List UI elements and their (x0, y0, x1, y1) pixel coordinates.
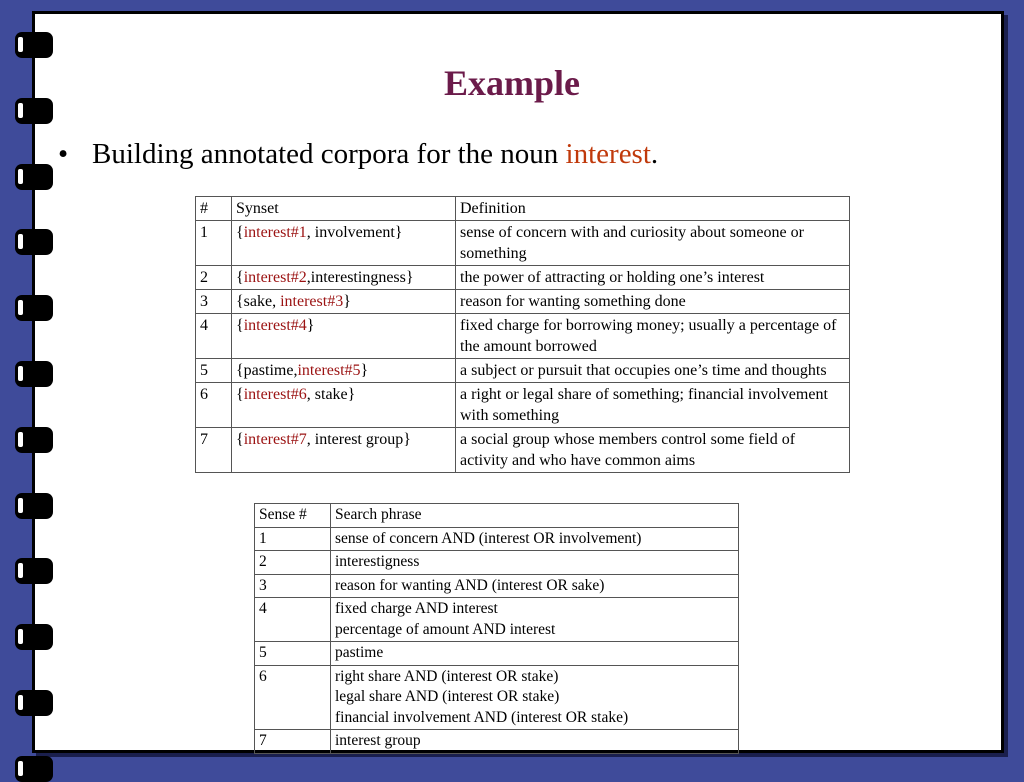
synset-sense-key: interest#1 (243, 224, 307, 241)
synset-suffix: } (343, 293, 351, 310)
bullet-end: . (650, 138, 659, 170)
search-phrase: financial involvement AND (interest OR stake) (335, 708, 629, 726)
binder-ring-icon (15, 427, 53, 453)
search-phrase: legal share AND (interest OR stake) (335, 688, 560, 705)
header-number: # (196, 197, 232, 221)
table-row (255, 665, 739, 730)
table-row (196, 290, 850, 314)
search-phrase-table (254, 503, 739, 754)
search-phrase-cell (331, 551, 739, 575)
synset-prefix: { (236, 431, 244, 448)
search-phrase: interest group (335, 732, 421, 749)
synset-sense-key: interest#6 (243, 386, 307, 403)
synset-suffix: , interest group} (306, 431, 411, 448)
row-number: 2 (196, 266, 232, 290)
table-row (196, 428, 850, 473)
definition-cell: fixed charge for borrowing money; usually a percentage of the amount borrowed (456, 314, 850, 359)
definition-cell: sense of concern with and curiosity about someone or something (456, 221, 850, 266)
synset-prefix: { (236, 317, 244, 334)
row-number: 1 (196, 221, 232, 266)
sense-number: 5 (255, 642, 331, 666)
search-phrase: right share AND (interest OR stake) (335, 667, 559, 685)
table-row (255, 551, 739, 575)
search-phrase: interestigness (335, 553, 420, 570)
table-row (196, 221, 850, 266)
search-phrase-cell (331, 642, 739, 666)
row-number: 7 (196, 428, 232, 473)
search-table-header (255, 504, 739, 528)
search-phrase: percentage of amount AND interest (335, 620, 556, 638)
table-row (255, 527, 739, 551)
search-phrase: pastime (335, 644, 384, 661)
bullet-point (58, 138, 658, 171)
search-phrase: reason for wanting AND (interest OR sake) (335, 576, 605, 594)
row-number: 3 (196, 290, 232, 314)
row-number: 4 (196, 314, 232, 359)
synset-table (195, 196, 850, 473)
header-synset: Synset (232, 197, 456, 221)
sense-number: 4 (255, 598, 331, 642)
sense-number: 1 (255, 527, 331, 551)
synset-suffix: ,interestingness} (306, 269, 414, 286)
header-definition: Definition (456, 197, 850, 221)
search-phrase-cell (331, 730, 739, 754)
binder-ring-icon (15, 493, 53, 519)
binder-ring-icon (15, 295, 53, 321)
search-phrase-cell (331, 527, 739, 551)
row-number: 6 (196, 383, 232, 428)
definition-cell: reason for wanting something done (456, 290, 850, 314)
table-row (196, 266, 850, 290)
synset-cell (232, 314, 456, 359)
synset-sense-key: interest#3 (280, 293, 344, 310)
binder-ring-icon (15, 229, 53, 255)
search-phrase: sense of concern AND (interest OR involvement) (335, 529, 642, 547)
synset-sense-key: interest#2 (243, 269, 307, 286)
binder-ring-icon (15, 756, 53, 782)
binder-ring-icon (15, 690, 53, 716)
synset-sense-key: interest#5 (297, 362, 361, 379)
synset-cell (232, 359, 456, 383)
table-row (196, 383, 850, 428)
definition-cell: the power of attracting or holding one’s interest (456, 266, 850, 290)
synset-prefix: { (236, 386, 244, 403)
table-row (255, 598, 739, 642)
synset-sense-key: interest#4 (243, 317, 307, 334)
synset-sense-key: interest#7 (243, 431, 307, 448)
table-row (255, 730, 739, 754)
slide-title: Example (443, 63, 580, 103)
synset-cell (232, 383, 456, 428)
row-number: 5 (196, 359, 232, 383)
definition-cell: a subject or pursuit that occupies one’s time and thoughts (456, 359, 850, 383)
table-row (196, 359, 850, 383)
header-search-phrase: Search phrase (331, 504, 739, 528)
synset-cell (232, 290, 456, 314)
sense-number: 3 (255, 574, 331, 598)
binder-ring-icon (15, 624, 53, 650)
binder-ring-icon (15, 558, 53, 584)
bullet-dot-icon: • (58, 138, 69, 170)
synset-prefix: { (236, 269, 244, 286)
bullet-text: Building annotated corpora for the noun (92, 138, 566, 170)
synset-prefix: {sake, (236, 293, 281, 310)
bullet-highlight: interest (565, 138, 651, 170)
search-phrase-cell (331, 598, 739, 642)
sense-number: 6 (255, 665, 331, 730)
synset-suffix: } (360, 362, 369, 379)
synset-prefix: { (236, 224, 244, 241)
binder-ring-icon (15, 32, 53, 58)
synset-cell (232, 221, 456, 266)
table-row (196, 314, 850, 359)
definition-cell: a social group whose members control some field of activity and who have common aims (456, 428, 850, 473)
binder-ring-icon (15, 361, 53, 387)
table-row (255, 642, 739, 666)
search-phrase: fixed charge AND interest (335, 600, 498, 617)
definition-cell: a right or legal share of something; financial involvement with something (456, 383, 850, 428)
synset-cell (232, 428, 456, 473)
sense-number: 7 (255, 730, 331, 754)
synset-table-header (196, 197, 850, 221)
header-sense: Sense # (255, 504, 331, 528)
synset-prefix: {pastime, (236, 362, 298, 379)
binder-ring-icon (15, 164, 53, 190)
table-row (255, 574, 739, 598)
synset-suffix: } (306, 317, 315, 334)
synset-suffix: , stake} (306, 386, 356, 403)
search-phrase-cell (331, 574, 739, 598)
synset-suffix: , involvement} (306, 224, 403, 241)
search-phrase-cell (331, 665, 739, 730)
sense-number: 2 (255, 551, 331, 575)
synset-cell (232, 266, 456, 290)
